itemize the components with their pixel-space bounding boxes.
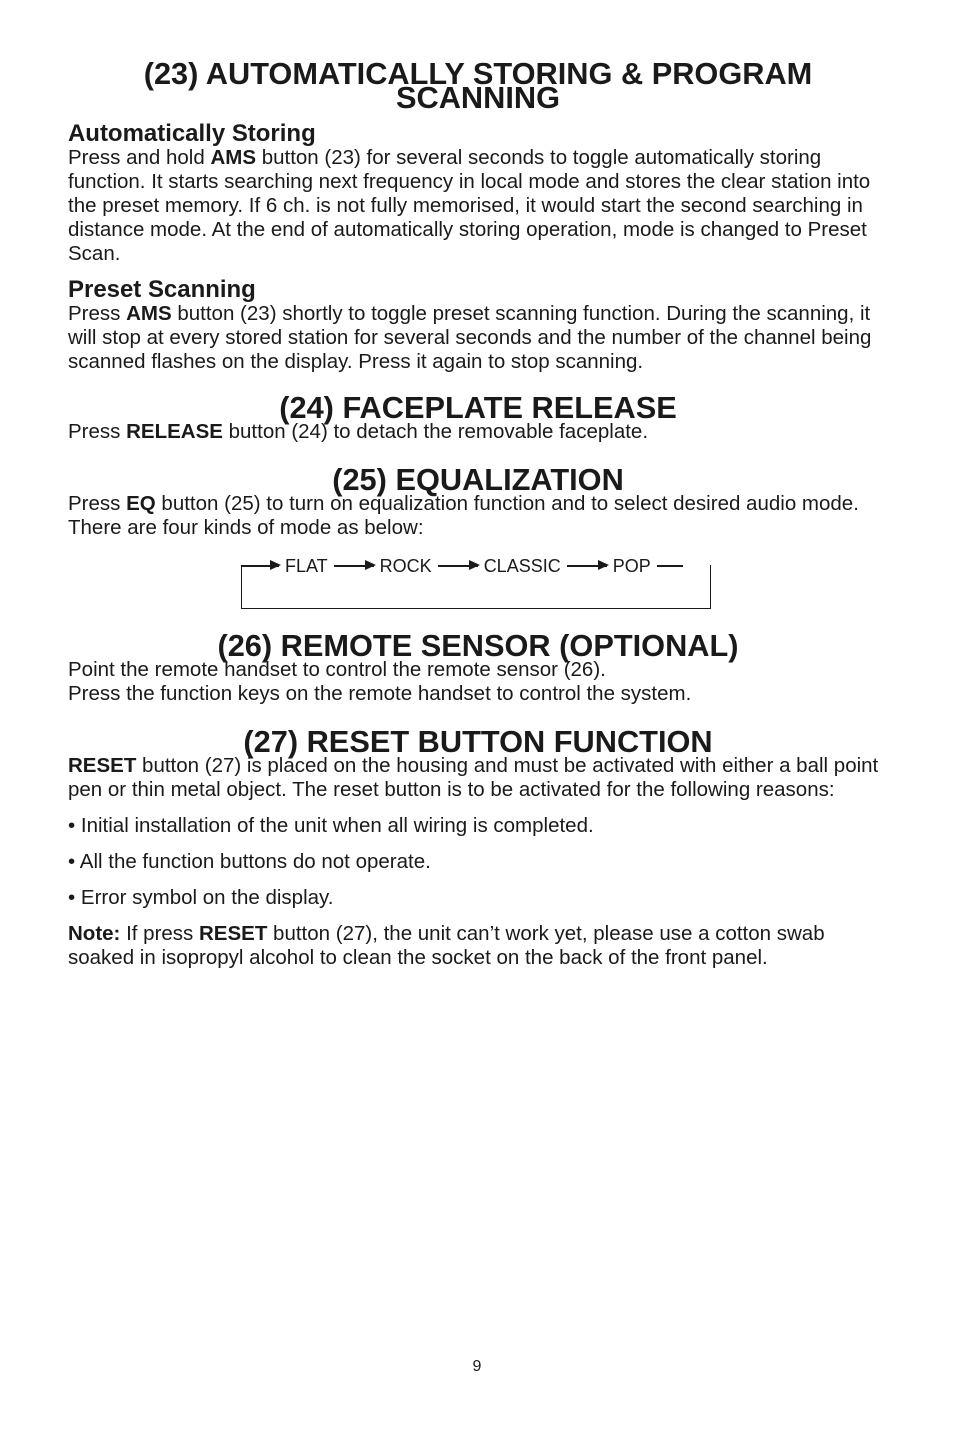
manual-page (68, 56, 888, 970)
list-item: • Initial installation of the unit when all wiring is completed. (68, 814, 594, 837)
note-text: Note: If press RESET button (27), the unit can’t work yet, please use a cotton swab soaked in isopropyl alcohol to clean the socket on the back of the front panel. (68, 922, 825, 969)
section-25-title: (25) EQUALIZATION (332, 462, 624, 497)
bullet-icon: • (68, 814, 76, 837)
list-item: • All the function buttons do not operate. (68, 850, 431, 873)
arrow-right-icon (567, 565, 607, 567)
preset-scanning-heading: Preset Scanning (68, 276, 256, 303)
section-24-title: (24) FACEPLATE RELEASE (279, 390, 677, 425)
section-27-title: (27) RESET BUTTON FUNCTION (243, 724, 713, 759)
automatically-storing-text: Press and hold AMS button (23) for several seconds to toggle automatically storing function. It starts searching next frequency in local mode and stores the clear station into the preset memory. If 6 ch. is not fully memorised, it would start the second searching in distance mode. At the end of automatically storing operation, mode is changed to Preset Scan. (68, 146, 871, 265)
eq-mode-cycle-diagram (241, 554, 711, 612)
eq-return-line (657, 565, 683, 567)
bullet-icon: • (68, 886, 76, 909)
eq-mode-flat: FLAT (285, 556, 328, 576)
eq-mode-classic: CLASSIC (483, 556, 561, 576)
bullet-icon: • (68, 850, 76, 873)
section-26-title: (26) REMOTE SENSOR (OPTIONAL) (217, 628, 739, 663)
preset-scanning-text: Press AMS button (23) shortly to toggle preset scanning function. During the scanning, it will stop at every stored station for several seconds and the number of the channel being scanned flashes on the display. Press it again to stop scanning. (68, 302, 872, 373)
arrow-right-icon (334, 565, 374, 567)
reset-button-text: RESET button (27) is placed on the housing and must be activated with either a ball point pen or thin metal object. The reset button is to be activated for the following reasons: (68, 754, 879, 801)
eq-mode-rock: ROCK (379, 556, 432, 576)
page-number: 9 (472, 1358, 482, 1375)
section-23-title: (23) AUTOMATICALLY STORING & PROGRAM SCANNING (143, 56, 813, 115)
list-item: • Error symbol on the display. (68, 886, 334, 909)
arrow-right-icon (241, 565, 279, 567)
faceplate-release-text: Press RELEASE button (24) to detach the removable faceplate. (68, 420, 649, 443)
automatically-storing-heading: Automatically Storing (68, 120, 316, 147)
eq-mode-pop: POP (612, 556, 651, 576)
eq-mode-row (241, 554, 683, 578)
remote-sensor-line-1: Point the remote handset to control the remote sensor (26). (68, 658, 606, 681)
arrow-right-icon (438, 565, 478, 567)
remote-sensor-line-2: Press the function keys on the remote handset to control the system. (68, 682, 692, 705)
equalization-text: Press EQ button (25) to turn on equalization function and to select desired audio mode. There are four kinds of mode as below: (68, 492, 859, 539)
